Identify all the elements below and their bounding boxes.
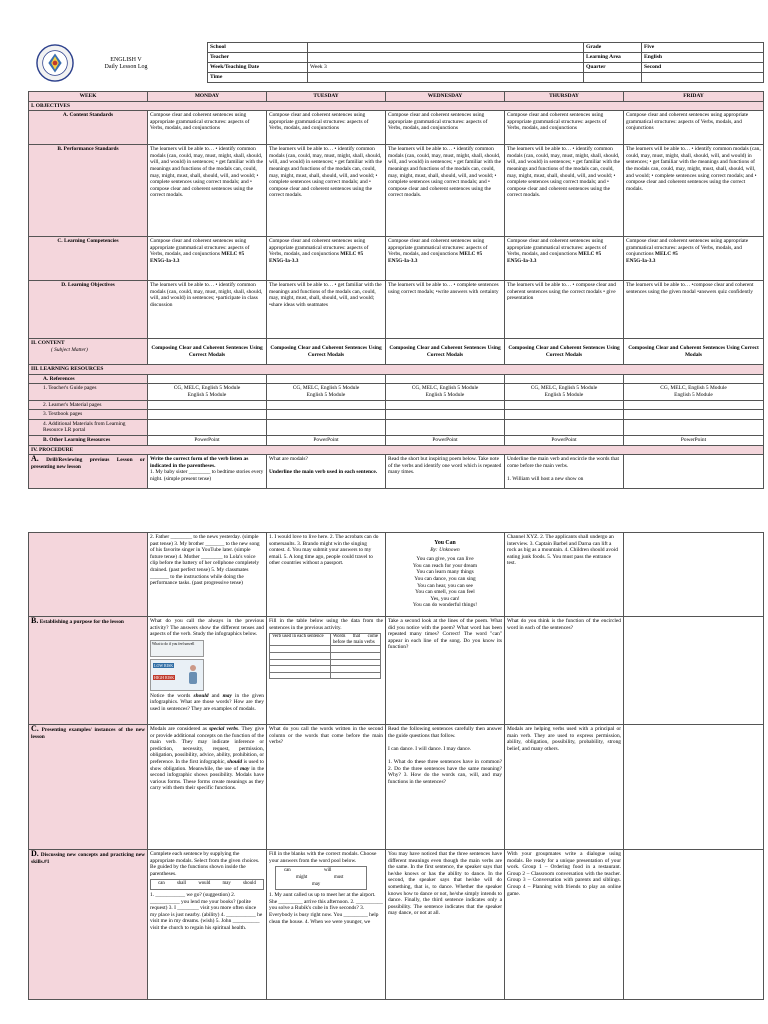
row-letter: C. xyxy=(31,724,39,733)
monday-header: MONDAY xyxy=(148,92,267,102)
ref-thu xyxy=(505,384,624,400)
row-letter: A. xyxy=(31,454,39,464)
objectives-thu: The learners will be able to… • compose clear and coherent sentences using the correct modals • give presentation xyxy=(505,281,624,339)
objectives-wed: The learners will be able to… • complete sentences using correct modals; •write answers with certainty xyxy=(386,281,505,339)
row-letter: B. xyxy=(31,616,39,625)
blank-cell xyxy=(148,419,267,435)
school-label: School xyxy=(208,43,308,53)
competencies-thu xyxy=(505,237,624,281)
purpose-text: and xyxy=(208,692,223,699)
blank-cell xyxy=(148,374,267,384)
content-label xyxy=(29,339,148,365)
ref-line2: English 5 Module xyxy=(544,391,584,398)
fill-table-cell[interactable] xyxy=(331,646,381,653)
examples-text: . They give or provide additional concepts on the function of the main verb. They may indicate inference or prediction, necessity, request, permission, obligation, possibility, advice, ability, prohibition, or preference. In the first infographic, xyxy=(150,726,265,765)
drill-fri xyxy=(624,455,764,489)
fill-table-cell[interactable] xyxy=(331,659,381,666)
pool-word: might xyxy=(296,875,308,881)
resources-heading: III. LEARNING RESOURCES xyxy=(29,365,764,375)
blank-cell xyxy=(624,374,764,384)
examples-thu: Modals are helping verbs used with a principal or main verb. They are used to express permission, ability, obligation, possibility, probability, strong belief, and many others. xyxy=(505,725,624,850)
teacher-label: Teacher xyxy=(208,53,308,63)
ppt-fri: PowerPoint xyxy=(624,435,764,445)
performance-standards-thu: The learners will be able to… • identify common modals (can, could, may, must, might, shall, should, will, and would) in sentences; • get familiar with the meanings and functions of the modals can, could, may, might, must, shall, should, will, and would; • complete sentences using correct modals; and • compose clear and coherent sentences using the correct modals. xyxy=(505,145,624,237)
discussing-instruction: Complete each sentence by supplying the appropriate modals. Select from the given choices. Be guided by the functions shown inside the parentheses. xyxy=(150,851,260,877)
fill-table xyxy=(269,633,381,679)
blank-cell xyxy=(386,374,505,384)
other-resources-label: B. Other Learning Resources xyxy=(29,435,148,445)
poem-line: You can do wonderful things! xyxy=(412,602,478,609)
content-sub: ( Subject Matter) xyxy=(51,346,88,353)
infographic-image-2 xyxy=(150,659,204,691)
objectives-heading: I. OBJECTIVES xyxy=(29,101,764,111)
pool-word: may xyxy=(312,882,321,888)
content-wed: Composing Clear and Coherent Sentences Using Correct Modals xyxy=(386,339,505,365)
wednesday-header: WEDNESDAY xyxy=(386,92,505,102)
row-letter: B. xyxy=(57,146,63,153)
drill-label xyxy=(29,455,148,489)
row-name: Presenting examples/ instances of the new lesson xyxy=(31,727,145,740)
melc-code: MELC #5 xyxy=(459,251,483,258)
drill-mon xyxy=(148,455,267,489)
examples-label xyxy=(29,725,148,850)
blank-cell xyxy=(386,419,505,435)
row-name: Learning Objectives xyxy=(67,282,115,289)
row-name: Discussing new concepts and practicing new skills.#1 xyxy=(31,852,145,865)
person-icon xyxy=(186,664,200,686)
objectives-tue: The learners will be able to… • get familiar with the meanings and functions of the modals can, could, may, might, must, shall, should, will, and would; •share ideas with seatmates xyxy=(267,281,386,339)
blank-cell xyxy=(148,400,267,410)
content-standards-fri: Compose clear and coherent sentences using appropriate grammatical structures: aspects of Verbs, modals, and conjunctions xyxy=(624,111,764,145)
references-label: A. References xyxy=(29,374,148,384)
page-two xyxy=(0,516,768,1024)
choice-word: should xyxy=(243,881,256,887)
school-value xyxy=(308,43,584,53)
blank-cell xyxy=(642,73,764,83)
infographic-title: What to do if you feel unwell xyxy=(152,641,195,646)
ref-line2: English 5 Module xyxy=(674,391,713,398)
melc-code: MELC #5 xyxy=(221,251,245,258)
competencies-fri xyxy=(624,237,764,281)
infographic-image-1 xyxy=(150,640,204,657)
guide-questions: 1. What do these three sentences have in common? 2. Do the three sentences have the same meaning? Why? 3. How do the words can, will, and may functions in the sentences? xyxy=(388,758,502,785)
drill-thu-cont: Channel XYZ. 2. The applicants shall undergo an interview. 3. Captain Barbel and Darna can lift a rock as big as a mountain. 4. Children should avoid eating junk foods. 5. You must pass the entrance test. xyxy=(505,533,624,617)
content-tue: Composing Clear and Coherent Sentences Using Correct Modals xyxy=(267,339,386,365)
week-value: Week 3 xyxy=(308,63,584,73)
poem-line: Yes, you can! xyxy=(430,595,460,602)
ref-line1: CG, MELC, English 5 Module xyxy=(530,385,598,392)
poem-line: You can dance, you can sing xyxy=(414,576,476,582)
teacher-value xyxy=(308,53,584,63)
ref-line1: CG, MELC, English 5 Module xyxy=(411,385,479,392)
title-line1: ENGLISH V xyxy=(110,57,142,63)
examples-mon xyxy=(148,725,267,850)
performance-standards-fri: The learners will be able to… • identify common modals (can, could, may, must, might, shall, should, will, and would) in sentences; • get familiar with the meanings and functions of the modals can, could, may, might, must, shall, should, will, and would; • complete sentences using correct modals; and • compose clear and coherent sentences using the correct modals. xyxy=(624,145,764,237)
competency-text: Compose clear and coherent sentences using appropriate grammatical structures: aspects of Verbs, modals, and conjunctions xyxy=(150,238,250,258)
discussing-thu: With your groupmates write a dialogue using modals. Be ready for a unique presentation of your work. Group 1 – Ordering food in a restaurant. Group 2 – Classroom conversation with the teacher. Group 3 – Conversation with parents and siblings. Group 4 – Planning with friends to play an online game. xyxy=(505,850,624,1000)
drill-question: What are modals? xyxy=(269,456,308,463)
ref-line1: CG, MELC, English 5 Module xyxy=(660,385,727,392)
discussing-instruction: Fill in the blanks with the correct modals. Choose your answers from the word pool below. xyxy=(269,851,377,864)
purpose-fri xyxy=(624,617,764,725)
poem-line: You can give, you can live xyxy=(416,556,474,563)
teachers-guide-label: 1. Teacher's Guide pages xyxy=(29,384,148,400)
area-label: Learning Area xyxy=(584,53,642,63)
deped-seal-icon xyxy=(36,44,74,82)
choice-word: would xyxy=(198,881,211,887)
modal-word: should xyxy=(227,758,243,765)
thursday-header: THURSDAY xyxy=(505,92,624,102)
poem-title: You Can xyxy=(434,540,456,547)
purpose-text: What do you call the always in the previous activity? The answers show the different tenses and aspects of the verb. Study the infographics below. xyxy=(150,618,264,638)
tuesday-header: TUESDAY xyxy=(267,92,386,102)
drill-wed: Read the short but inspiring poem below. Take note of the verbs and identify one word which is repeated many times. xyxy=(386,455,505,489)
examples-tue: What do you call the words written in the second column or the words that come before the main verbs? xyxy=(267,725,386,850)
lesson-title xyxy=(86,57,166,71)
purpose-text: Fill in the table below using the data from the sentences in the previous activity. xyxy=(269,618,383,631)
choice-word: may xyxy=(222,881,231,887)
ref-fri xyxy=(624,384,764,400)
grade-label: Grade xyxy=(584,43,642,53)
ppt-wed: PowerPoint xyxy=(386,435,505,445)
objectives-fri: The learners will be able to… •compose clear and coherent sentences using the given modal •answers quiz confidently xyxy=(624,281,764,339)
examples-fri xyxy=(624,725,764,850)
fill-table-cell[interactable] xyxy=(331,652,381,659)
content-standards-tue: Compose clear and coherent sentences using appropriate grammatical structures: aspects of Verbs, modals, and conjunctions xyxy=(267,111,386,145)
quarter-label: Quarter xyxy=(584,63,642,73)
time-value xyxy=(308,73,584,83)
learning-competencies-label xyxy=(29,237,148,281)
week-col-header: WEEK xyxy=(29,92,148,102)
blank-cell xyxy=(505,419,624,435)
infographic-high-risk: HIGH RISK xyxy=(154,674,175,680)
content-mon: Composing Clear and Coherent Sentences Using Correct Modals xyxy=(148,339,267,365)
poem-line: You can reach for your dream xyxy=(412,562,478,569)
melc-code: MELC #5 xyxy=(654,251,678,258)
discussing-fri xyxy=(624,850,764,1000)
blank-cell xyxy=(267,419,386,435)
content-fri: Composing Clear and Coherent Sentences Using Correct Modals xyxy=(624,339,764,365)
drill-tue-cont: 1. I would love to live here. 2. The acrobats can do somersaults. 3. Brando might win the singing contest. 4. You may submit your answers to my email. 5. A long time ago, people could travel to other countries without a passport. xyxy=(267,533,386,617)
row-name: Drill/Reviewing previous Lesson or presenting new lesson xyxy=(31,457,145,470)
content-heading: II. CONTENT xyxy=(31,340,65,347)
page-one xyxy=(0,0,768,488)
drill-item: 1. My baby sister ________ to bedtime stories every night. (simple present tense) xyxy=(150,469,264,482)
blank-cell xyxy=(584,73,642,83)
lesson-log-table xyxy=(28,91,764,489)
modal-word: should xyxy=(193,692,209,699)
discussing-items: 1. ___________ we go? (suggestion) 2. ___________ you lend me your books? (polite request) 3. I ________ visit you more often since my place is just nearby. (ability) 4. ___________ he visit me in my dreams. (wish) 5. John __________ visit the church to regain his spiritual health. xyxy=(150,891,263,931)
poem-line: You can hear, you can see xyxy=(417,582,473,589)
examples-text: Read the following sentences carefully then answer the guide questions that follow. xyxy=(388,726,502,739)
discussing-tue xyxy=(267,850,386,1000)
lesson-log-table-continued xyxy=(28,532,764,1000)
melc-code: MELC #5 xyxy=(340,251,364,258)
row-letter: A. xyxy=(62,112,69,119)
row-name: Establishing a purpose for the lesson xyxy=(39,619,124,625)
purpose-mon xyxy=(148,617,267,725)
drill-tue xyxy=(267,455,386,489)
examples-sentences: I can dance. I will dance. I may dance. xyxy=(388,745,472,752)
competency-code: EN5G-Ia-3.3 xyxy=(269,257,299,264)
procedure-heading: IV. PROCEDURE xyxy=(29,445,764,455)
ref-line2: English 5 Module xyxy=(425,391,465,398)
ref-tue xyxy=(267,384,386,400)
purpose-label xyxy=(29,617,148,725)
discussing-items: 1. My aunt called us up to meet her at the airport. She _________ arrive this afternoon. 2. __________ you solve a Rubik's cube in five seconds? 3. Everybody is busy right now. You _________ help clean the house. 4. When we were younger, we xyxy=(269,892,383,925)
purpose-thu: What do you think is the function of the encircled word in each of the sentences? xyxy=(505,617,624,725)
purpose-tue xyxy=(267,617,386,725)
poem-line: You can smell, you can feel xyxy=(415,589,475,596)
blank-cell xyxy=(624,400,764,410)
performance-standards-wed: The learners will be able to… • identify common modals (can, could, may, must, might, shall, should, will, and would) in sentences; • get familiar with the meanings and functions of the modals can, could, may, might, must, shall, should, will, and would; • complete sentences using correct modals; and • compose clear and coherent sentences using the correct modals. xyxy=(386,145,505,237)
ref-line1: CG, MELC, English 5 Module xyxy=(173,385,241,392)
content-standards-wed: Compose clear and coherent sentences using appropriate grammatical structures: aspects of Verbs, modals, and conjunctions xyxy=(386,111,505,145)
blank-cell xyxy=(505,410,624,420)
discussing-label xyxy=(29,850,148,1000)
poem-author: By: Unknown xyxy=(430,546,460,553)
week-label: Week/Teaching Date xyxy=(208,63,308,73)
pool-word: can xyxy=(284,868,291,874)
fill-table-cell[interactable] xyxy=(270,666,331,673)
fill-table-cell[interactable] xyxy=(270,646,331,653)
fill-table-cell[interactable] xyxy=(270,672,331,679)
fill-table-cell[interactable] xyxy=(331,666,381,673)
fill-table-cell[interactable] xyxy=(270,652,331,659)
performance-standards-label xyxy=(29,145,148,237)
drill-label-cont xyxy=(29,533,148,617)
content-standards-mon: Compose clear and coherent sentences using appropriate grammatical structures: aspects of Verbs, modals, and conjunctions xyxy=(148,111,267,145)
blank-cell xyxy=(267,374,386,384)
ref-wed xyxy=(386,384,505,400)
pool-word: must xyxy=(334,875,344,881)
ref-line2: English 5 Module xyxy=(187,391,227,398)
poem xyxy=(386,533,505,617)
additional-materials-label: 4. Additional Materials from Learning Resource LR portal xyxy=(29,419,148,435)
content-thu: Composing Clear and Coherent Sentences Using Correct Modals xyxy=(505,339,624,365)
content-standards-label xyxy=(29,111,148,145)
purpose-text: Notice the words xyxy=(150,692,194,699)
drill-instruction: Underline the main verb and encircle the words that come before the main verbs. xyxy=(507,456,619,469)
ppt-mon: PowerPoint xyxy=(148,435,267,445)
competency-text: Compose clear and coherent sentences using appropriate grammatical structures: aspects of Verbs, modals, and conjunctions xyxy=(269,238,369,258)
blank-cell xyxy=(148,410,267,420)
fill-table-header: Words that come before the main verbs xyxy=(331,634,381,646)
choice-word: can xyxy=(158,881,165,887)
purpose-wed: Take a second look at the lines of the poem. What did you notice with the poem? What word has been repeated many times? Correct! The word "can" appear in each line of the song. Do you know its function? xyxy=(386,617,505,725)
blank-cell xyxy=(505,400,624,410)
time-label: Time xyxy=(208,73,308,83)
drill-instruction: Underline the main verb used in each sentence. xyxy=(269,469,378,476)
performance-standards-tue: The learners will be able to… • identify common modals (can, could, may, must, might, shall, should, will, and would) in sentences; • get familiar with the meanings and functions of the modals can, could, may, might, must, shall, should, will, and would; • complete sentences using correct modals; and • compose clear and coherent sentences using the correct modals. xyxy=(267,145,386,237)
title-line2: Daily Lesson Log xyxy=(104,64,148,70)
textbook-pages-label: 3. Textbook pages xyxy=(29,410,148,420)
row-name: Content Standards xyxy=(69,112,114,119)
row-name: Learning Competencies xyxy=(63,238,119,245)
row-letter: D. xyxy=(61,282,67,289)
objectives-mon: The learners will be able to… • identify common modals (can, could, may, must, might, shall, should, will, and would) in sentences; •participate in class discussion xyxy=(148,281,267,339)
competency-text: Compose clear and coherent sentences using appropriate grammatical structures: aspects of Verbs, modals, and conjunctions xyxy=(388,238,488,258)
competency-code: EN5G-Ia-3.3 xyxy=(507,257,537,264)
ref-line2: English 5 Module xyxy=(306,391,346,398)
competency-text: Compose clear and coherent sentences using appropriate grammatical structures: aspects of Verbs, modals, and conjunctions xyxy=(626,238,749,258)
blank-cell xyxy=(624,419,764,435)
competency-text: Compose clear and coherent sentences using appropriate grammatical structures: aspects of Verbs, modals, and conjunctions xyxy=(507,238,607,258)
row-letter: D. xyxy=(31,849,39,858)
learners-material-label: 2. Learner's Material pages xyxy=(29,400,148,410)
content-standards-thu: Compose clear and coherent sentences using appropriate grammatical structures: aspects of Verbs, modals, and conjunctions xyxy=(505,111,624,145)
drill-thu xyxy=(505,455,624,489)
competencies-tue xyxy=(267,237,386,281)
row-letter: C. xyxy=(57,238,63,245)
fill-table-header: Verb used in each sentence xyxy=(270,634,331,646)
examples-text: in the second infographic shows possibility. Modals have various forms. These forms create meanings as they carry with them their specific functions. xyxy=(150,765,264,792)
row-name: Performance Standards xyxy=(63,146,119,153)
examples-text: is used to show obligation. Meanwhile, the use of xyxy=(150,758,264,772)
competencies-mon xyxy=(148,237,267,281)
choice-word: shall xyxy=(177,881,187,887)
modal-word: may xyxy=(240,765,250,772)
blank-cell xyxy=(267,400,386,410)
blank-cell xyxy=(386,400,505,410)
drill-fri-cont xyxy=(624,533,764,617)
word-pool-box xyxy=(275,866,367,890)
modal-word: may xyxy=(222,692,232,699)
blank-cell xyxy=(386,410,505,420)
blank-cell xyxy=(267,410,386,420)
infographic-low-risk: LOW RISK xyxy=(154,662,174,668)
pool-word: will xyxy=(324,868,332,874)
competency-code: EN5G-Ia-3.3 xyxy=(150,257,180,264)
competency-code: EN5G-Ia-3.3 xyxy=(626,257,656,264)
header-info-table xyxy=(207,42,764,83)
poem-line: You can learn many things xyxy=(416,569,474,576)
ref-mon xyxy=(148,384,267,400)
blank-cell xyxy=(505,374,624,384)
ref-line1: CG, MELC, English 5 Module xyxy=(292,385,360,392)
melc-code: MELC #5 xyxy=(578,251,602,258)
area-value: English xyxy=(642,53,764,63)
examples-text: Modals are considered as xyxy=(150,726,210,732)
special-verbs-term: special verbs xyxy=(209,726,239,732)
discussing-mon xyxy=(148,850,267,1000)
purpose-text: in the given infographics. What are those words? How are they used in sentences? They are examples of modals. xyxy=(150,692,264,712)
fill-table-cell[interactable] xyxy=(331,672,381,679)
examples-wed xyxy=(386,725,505,850)
quarter-value: Second xyxy=(642,63,764,73)
drill-mon-cont: 2. Father ________ to the news yesterday. (simple past tense) 3. My brother _______ to the new song of his favorite singer in YouTube later. (simple future tense) 4. Mother ________ to Lola's voice clip before the battery of her cellphone completely drained. (past perfect tense) 5. My classmates _______ to the instructions while doing the performance tasks. (past progressive tense) xyxy=(148,533,267,617)
fill-table-cell[interactable] xyxy=(270,659,331,666)
grade-value: Five xyxy=(642,43,764,53)
drill-instruction: Write the correct form of the verb listen as indicated in the parentheses. xyxy=(150,456,249,469)
modal-choices-box xyxy=(150,879,264,890)
discussing-wed: You may have noticed that the three sentences have different meanings even though the main verbs are the same. In the first sentence, the speaker says that he/she knows or has the ability to dance. In the second, the speaker says that he/she will do something, that is, to dance. Whether the speaker knows how to dance or not, he/she simply intends to dance. Finally, the third sentence indicates only a possibility. The sentence indicates that the speaker may dance, or not at all. xyxy=(386,850,505,1000)
competency-code: EN5G-Ia-3.3 xyxy=(388,257,418,264)
competencies-wed xyxy=(386,237,505,281)
ppt-thu: PowerPoint xyxy=(505,435,624,445)
friday-header: FRIDAY xyxy=(624,92,764,102)
ppt-tue: PowerPoint xyxy=(267,435,386,445)
performance-standards-mon: The learners will be able to… • identify common modals (can, could, may, must, might, shall, should, will, and would) in sentences; • get familiar with the meanings and functions of the modals can, could, may, might, must, shall, should, will, and would; • complete sentences using correct modals; and • compose clear and coherent sentences using the correct modals. xyxy=(148,145,267,237)
learning-objectives-label xyxy=(29,281,148,339)
drill-item: 1. William will host a new show on xyxy=(507,475,584,482)
blank-cell xyxy=(624,410,764,420)
